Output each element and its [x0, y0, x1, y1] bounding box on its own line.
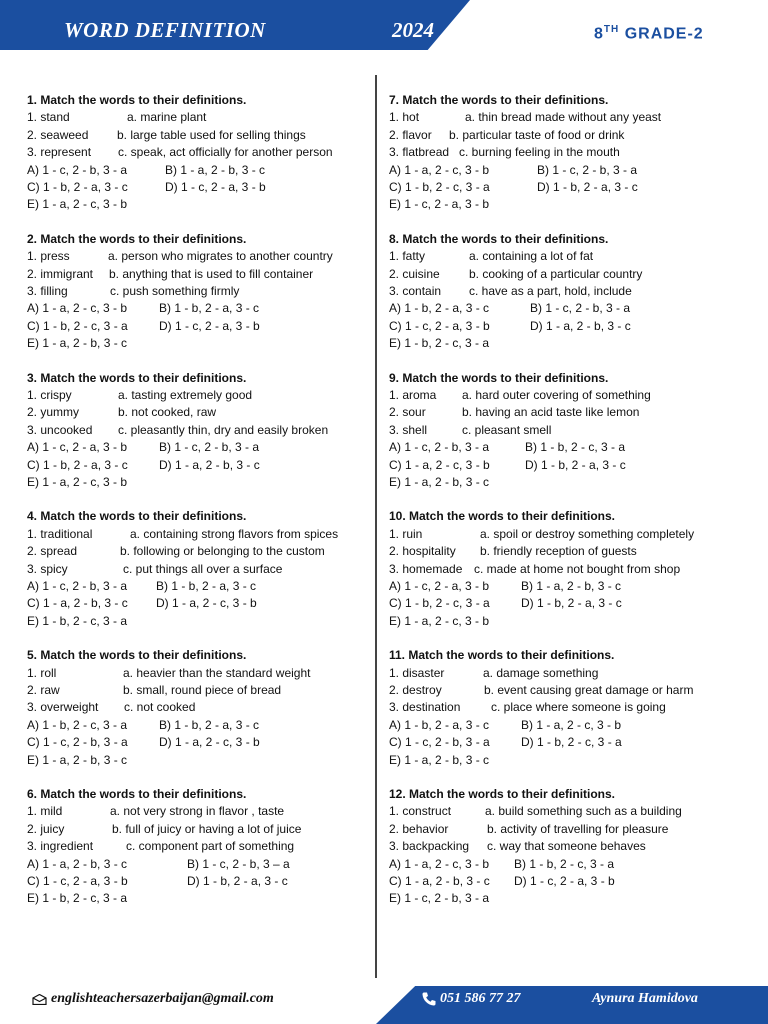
answer-option[interactable]: A) 1 - b, 2 - a, 3 - c [389, 301, 490, 316]
answer-option[interactable]: A) 1 - b, 2 - c, 3 - a [27, 717, 128, 732]
match-pair [389, 283, 751, 300]
options-row [27, 734, 389, 751]
match-word: 2. cuisine [389, 266, 440, 281]
answer-option[interactable]: D) 1 - b, 2 - a, 3 - c [521, 596, 622, 611]
options-row [27, 162, 389, 179]
question-title: 6. Match the words to their definitions. [27, 786, 247, 801]
question-block [389, 647, 751, 786]
answer-option[interactable]: C) 1 - b, 2 - c, 3 - a [27, 318, 128, 333]
match-definition: a. person who migrates to another country [108, 249, 333, 264]
match-word: 3. represent [27, 145, 92, 160]
answer-option[interactable]: D) 1 - b, 2 - c, 3 - a [521, 735, 622, 750]
match-pair [27, 682, 389, 699]
answer-option[interactable]: A) 1 - a, 2 - c, 3 - b [27, 301, 128, 316]
match-word: 1. disaster [389, 665, 445, 680]
match-definition: b. having an acid taste like lemon [462, 405, 640, 420]
options-row [389, 873, 751, 890]
match-pair [389, 665, 751, 682]
match-definition: a. hard outer covering of something [462, 387, 651, 402]
match-pair [389, 127, 751, 144]
match-pair [389, 526, 751, 543]
match-definition: c. place where someone is going [491, 700, 666, 715]
grade-label [594, 24, 704, 43]
answer-option[interactable]: A) 1 - c, 2 - b, 3 - a [27, 578, 128, 593]
match-definition: b. large table used for selling things [117, 127, 306, 142]
match-definition: c. speak, act officially for another person [118, 145, 333, 160]
answer-option[interactable]: E) 1 - b, 2 - c, 3 - a [27, 613, 128, 628]
question-block [389, 231, 751, 370]
options-row [389, 457, 751, 474]
answer-option[interactable]: A) 1 - a, 2 - c, 3 - b [389, 162, 490, 177]
answer-option[interactable]: A) 1 - a, 2 - c, 3 - b [389, 856, 490, 871]
answer-option[interactable]: A) 1 - c, 2 - b, 3 - a [389, 440, 490, 455]
question-block [389, 508, 751, 647]
match-definition: a. heavier than the standard weight [123, 665, 311, 680]
options-row [389, 734, 751, 751]
match-word: 2. behavior [389, 821, 449, 836]
match-definition: c. put things all over a surface [123, 561, 283, 576]
phone-icon [421, 991, 437, 1007]
match-word: 2. hospitality [389, 544, 456, 559]
phone-text: 051 586 77 27 [440, 991, 521, 1006]
grade-number: 8 [594, 25, 604, 43]
match-word: 3. shell [389, 422, 428, 437]
answer-option[interactable]: D) 1 - b, 2 - a, 3 - c [187, 873, 288, 888]
answer-option[interactable]: C) 1 - b, 2 - c, 3 - a [389, 596, 490, 611]
options-row [27, 318, 389, 335]
match-word: 2. seaweed [27, 127, 89, 142]
question-title: 3. Match the words to their definitions. [27, 370, 247, 385]
answer-option[interactable]: B) 1 - a, 2 - b, 3 - c [521, 578, 622, 593]
match-word: 1. aroma [389, 387, 437, 402]
question-block [27, 231, 389, 370]
options-row [389, 717, 751, 734]
answer-option[interactable]: B) 1 - b, 2 - c, 3 - a [525, 440, 626, 455]
match-definition: a. tasting extremely good [118, 387, 253, 402]
question-block [27, 92, 389, 231]
footer-author: Aynura Hamidova [592, 991, 698, 1006]
options-row [27, 179, 389, 196]
answer-option[interactable]: D) 1 - a, 2 - c, 3 - b [156, 596, 257, 611]
answer-option[interactable]: B) 1 - b, 2 - a, 3 - c [156, 578, 257, 593]
answer-option[interactable]: E) 1 - a, 2 - c, 3 - b [27, 197, 128, 212]
options-row [389, 439, 751, 456]
answer-option[interactable]: A) 1 - c, 2 - a, 3 - b [27, 440, 128, 455]
header-year: 2024 [392, 18, 434, 42]
match-definition: b. following or belonging to the custom [120, 544, 325, 559]
question-title: 10. Match the words to their definitions. [389, 509, 616, 524]
match-word: 1. stand [27, 110, 70, 125]
match-pair [27, 404, 389, 421]
match-word: 3. flatbread [389, 145, 450, 160]
left-column [27, 92, 389, 925]
match-definition: a. containing strong flavors from spices [130, 526, 339, 541]
answer-option[interactable]: E) 1 - c, 2 - a, 3 - b [389, 197, 490, 212]
match-pair [389, 144, 751, 161]
match-pair [27, 821, 389, 838]
match-pair [27, 543, 389, 560]
match-word: 2. flavor [389, 127, 432, 142]
match-definition: c. made at home not bought from shop [474, 561, 681, 576]
match-pair [389, 699, 751, 716]
question-title: 5. Match the words to their definitions. [27, 648, 247, 663]
match-pair [389, 109, 751, 126]
match-word: 1. traditional [27, 526, 93, 541]
answer-option[interactable]: B) 1 - c, 2 - b, 3 – a [187, 856, 290, 871]
answer-option[interactable]: E) 1 - a, 2 - b, 3 - c [389, 474, 490, 489]
question-block [27, 370, 389, 509]
match-word: 3. filling [27, 283, 68, 298]
answer-option[interactable]: E) 1 - b, 2 - c, 3 - a [389, 336, 490, 351]
answer-option[interactable]: C) 1 - a, 2 - b, 3 - c [389, 873, 490, 888]
match-pair [27, 144, 389, 161]
match-definition: c. not cooked [124, 700, 196, 715]
answer-option[interactable]: C) 1 - a, 2 - c, 3 - b [389, 457, 490, 472]
options-row [389, 300, 751, 317]
answer-option[interactable]: E) 1 - c, 2 - b, 3 - a [389, 891, 490, 906]
match-definition: b. particular taste of food or drink [449, 127, 625, 142]
answer-option[interactable]: E) 1 - a, 2 - b, 3 - c [27, 752, 128, 767]
options-row [27, 457, 389, 474]
match-definition: b. friendly reception of guests [480, 544, 637, 559]
match-definition: c. have as a part, hold, include [469, 283, 632, 298]
question-block [389, 370, 751, 509]
answer-option[interactable]: A) 1 - c, 2 - b, 3 - a [27, 162, 128, 177]
answer-option[interactable]: A) 1 - b, 2 - a, 3 - c [389, 717, 490, 732]
match-pair [27, 838, 389, 855]
match-word: 1. hot [389, 110, 420, 125]
options-row [27, 856, 389, 873]
options-row [389, 856, 751, 873]
answer-option[interactable]: C) 1 - c, 2 - b, 3 - a [27, 735, 128, 750]
answer-option[interactable]: C) 1 - c, 2 - a, 3 - b [389, 318, 490, 333]
match-pair [389, 682, 751, 699]
match-pair [389, 821, 751, 838]
answer-option[interactable]: D) 1 - a, 2 - c, 3 - b [159, 735, 260, 750]
answer-option[interactable]: C) 1 - c, 2 - a, 3 - b [27, 873, 128, 888]
answer-option[interactable]: B) 1 - c, 2 - b, 3 - a [530, 301, 631, 316]
grade-ordinal: TH [603, 24, 620, 35]
answer-option[interactable]: E) 1 - a, 2 - b, 3 - c [27, 336, 128, 351]
question-block [389, 92, 751, 231]
question-title: 2. Match the words to their definitions. [27, 231, 247, 246]
question-title: 12. Match the words to their definitions. [389, 786, 616, 801]
match-pair [27, 422, 389, 439]
match-definition: a. thin bread made without any yeast [465, 110, 662, 125]
question-block [27, 508, 389, 647]
page-title: WORD DEFINITION [64, 18, 266, 42]
match-pair [27, 803, 389, 820]
match-word: 2. spread [27, 544, 78, 559]
match-word: 2. juicy [27, 821, 65, 836]
options-row [27, 439, 389, 456]
match-pair [389, 561, 751, 578]
match-pair [27, 248, 389, 265]
match-word: 1. crispy [27, 387, 72, 402]
match-word: 3. destination [389, 700, 461, 715]
options-row [389, 179, 751, 196]
match-definition: a. marine plant [127, 110, 207, 125]
match-definition: a. spoil or destroy something completely [480, 526, 695, 541]
match-word: 1. ruin [389, 526, 423, 541]
answer-option[interactable]: B) 1 - b, 2 - a, 3 - c [159, 301, 260, 316]
answer-option[interactable]: B) 1 - c, 2 - b, 3 - a [159, 440, 260, 455]
options-row [389, 595, 751, 612]
match-pair [27, 561, 389, 578]
match-word: 1. fatty [389, 249, 426, 264]
question-block [27, 647, 389, 786]
match-definition: c. push something firmly [110, 283, 240, 298]
match-pair [27, 665, 389, 682]
options-row [27, 595, 389, 612]
answer-option[interactable]: E) 1 - b, 2 - c, 3 - a [27, 891, 128, 906]
match-pair [389, 838, 751, 855]
answer-option[interactable]: C) 1 - b, 2 - c, 3 - a [389, 179, 490, 194]
answer-option[interactable]: B) 1 - a, 2 - c, 3 - b [521, 717, 622, 732]
right-column [389, 92, 751, 925]
footer-email [32, 991, 274, 1007]
match-pair [27, 699, 389, 716]
answer-option[interactable]: B) 1 - b, 2 - a, 3 - c [159, 717, 260, 732]
match-definition: b. full of juicy or having a lot of juice [112, 821, 302, 836]
match-word: 2. yummy [27, 405, 80, 420]
match-word: 3. contain [389, 283, 442, 298]
question-title: 1. Match the words to their definitions. [27, 93, 247, 107]
answer-option[interactable]: B) 1 - c, 2 - b, 3 - a [537, 162, 638, 177]
question-title: 4. Match the words to their definitions. [27, 509, 247, 524]
match-pair [27, 266, 389, 283]
answer-option[interactable]: C) 1 - c, 2 - b, 3 - a [389, 735, 490, 750]
answer-option[interactable]: A) 1 - c, 2 - a, 3 - b [389, 578, 490, 593]
question-title: 11. Match the words to their definitions. [389, 648, 615, 663]
answer-option[interactable]: B) 1 - b, 2 - c, 3 - a [514, 856, 615, 871]
answer-option[interactable]: A) 1 - a, 2 - b, 3 - c [27, 856, 128, 871]
match-pair [389, 543, 751, 560]
answer-option[interactable]: C) 1 - b, 2 - a, 3 - c [27, 457, 128, 472]
match-word: 2. destroy [389, 682, 442, 697]
match-definition: b. event causing great damage or harm [484, 682, 694, 697]
match-definition: b. not cooked, raw [118, 405, 217, 420]
match-pair [389, 387, 751, 404]
answer-option[interactable]: B) 1 - a, 2 - b, 3 - c [165, 162, 266, 177]
answer-option[interactable]: C) 1 - b, 2 - a, 3 - c [27, 179, 128, 194]
question-title: 7. Match the words to their definitions. [389, 93, 609, 107]
answer-option[interactable]: E) 1 - a, 2 - c, 3 - b [389, 613, 490, 628]
answer-option[interactable]: D) 1 - c, 2 - a, 3 - b [514, 873, 615, 888]
match-word: 3. overweight [27, 700, 99, 715]
options-row [389, 318, 751, 335]
match-definition: c. pleasantly thin, dry and easily broken [118, 422, 329, 437]
answer-option[interactable]: E) 1 - a, 2 - c, 3 - b [27, 474, 128, 489]
question-title: 9. Match the words to their definitions. [389, 370, 609, 385]
match-definition: a. containing a lot of fat [469, 249, 594, 264]
options-row [389, 578, 751, 595]
email-text: englishteachersazerbaijan@gmail.com [51, 991, 274, 1006]
match-word: 3. ingredient [27, 839, 94, 854]
match-word: 3. spicy [27, 561, 68, 576]
match-definition: c. component part of something [126, 839, 295, 854]
options-row [27, 578, 389, 595]
options-row [27, 873, 389, 890]
match-definition: c. way that someone behaves [487, 839, 646, 854]
question-block [27, 786, 389, 925]
grade-text: GRADE-2 [619, 25, 704, 43]
match-pair [389, 803, 751, 820]
match-word: 1. press [27, 249, 70, 264]
options-row [389, 162, 751, 179]
answer-option[interactable]: D) 1 - b, 2 - a, 3 - c [537, 179, 638, 194]
answer-option[interactable]: E) 1 - a, 2 - b, 3 - c [389, 752, 490, 767]
footer-phone [421, 991, 521, 1007]
match-word: 2. raw [27, 682, 60, 697]
match-pair [27, 127, 389, 144]
match-word: 3. uncooked [27, 422, 93, 437]
match-definition: c. burning feeling in the mouth [459, 145, 620, 160]
match-word: 2. immigrant [27, 266, 94, 281]
match-definition: a. build something such as a building [485, 804, 682, 819]
match-word: 3. homemade [389, 561, 463, 576]
mail-icon [32, 994, 47, 1005]
answer-option[interactable]: D) 1 - c, 2 - a, 3 - b [165, 179, 266, 194]
match-word: 3. backpacking [389, 839, 470, 854]
match-word: 1. roll [27, 665, 57, 680]
options-row [27, 300, 389, 317]
match-definition: a. damage something [483, 665, 599, 680]
options-row [27, 717, 389, 734]
match-word: 1. mild [27, 804, 63, 819]
answer-option[interactable]: D) 1 - c, 2 - a, 3 - b [159, 318, 260, 333]
match-definition: b. small, round piece of bread [123, 682, 282, 697]
match-definition: b. cooking of a particular country [469, 266, 643, 281]
match-pair [27, 387, 389, 404]
match-pair [389, 422, 751, 439]
answer-option[interactable]: D) 1 - a, 2 - b, 3 - c [530, 318, 631, 333]
match-pair [389, 266, 751, 283]
question-title: 8. Match the words to their definitions. [389, 231, 609, 246]
match-definition: b. activity of travelling for pleasure [487, 821, 669, 836]
match-word: 1. construct [389, 804, 452, 819]
match-pair [27, 526, 389, 543]
answer-option[interactable]: D) 1 - b, 2 - a, 3 - c [525, 457, 626, 472]
match-pair [27, 109, 389, 126]
match-pair [389, 248, 751, 265]
answer-option[interactable]: C) 1 - a, 2 - b, 3 - c [27, 596, 128, 611]
match-definition: a. not very strong in flavor , taste [110, 804, 285, 819]
match-definition: c. pleasant smell [462, 422, 552, 437]
match-pair [389, 404, 751, 421]
match-word: 2. sour [389, 405, 426, 420]
match-definition: b. anything that is used to fill container [109, 266, 314, 281]
question-block [389, 786, 751, 925]
answer-option[interactable]: D) 1 - a, 2 - b, 3 - c [159, 457, 260, 472]
match-pair [27, 283, 389, 300]
